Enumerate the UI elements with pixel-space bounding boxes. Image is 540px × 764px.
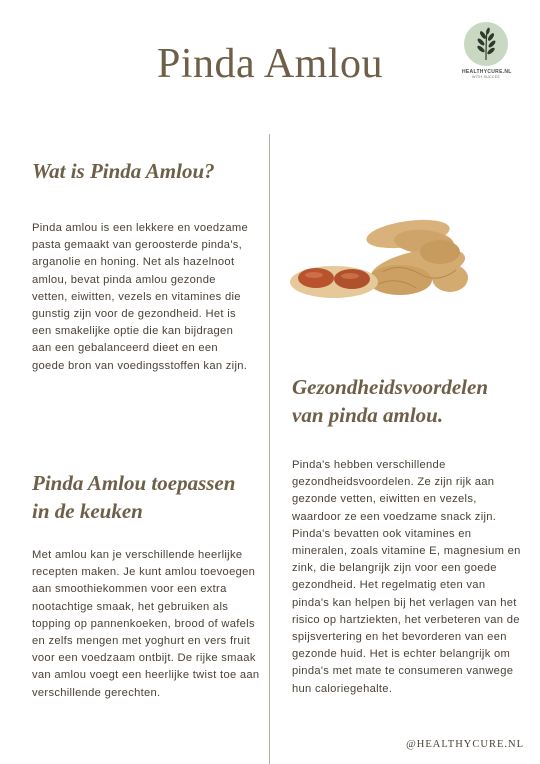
column-divider <box>269 134 270 764</box>
section-heading-benefits: Gezondheidsvoordelen van pinda amlou. <box>292 375 488 427</box>
social-handle: @HEALTHYCURE.NL <box>406 739 524 750</box>
page-title: Pinda Amlou <box>156 41 384 87</box>
section-text-what-is: Pinda amlou is een lekkere en voedzame pasta gemaakt van geroosterde pinda's, arganolie en honing. Net als hazelnoot amlou, bevat pinda amlou gezonde vetten, eiwitten, vezels en vitamines die gunstig zijn voor de gezondheid. Het is een smakelijke optie die kan bijdragen aan een gebalanceerd dieet en een goede bron van voedingsstoffen kan zijn. <box>32 222 249 372</box>
brand-logo <box>462 22 510 79</box>
peanut-image <box>290 212 474 304</box>
leaf-icon <box>464 22 508 66</box>
section-heading-what-is: Wat is Pinda Amlou? <box>32 159 215 183</box>
logo-tagline: WITH SUCCES <box>472 75 500 79</box>
section-heading-kitchen: Pinda Amlou toepassen in de keuken <box>32 471 236 523</box>
logo-name: HEALTHYCURE.NL <box>462 69 512 75</box>
section-text-benefits: Pinda's hebben verschillende gezondheidsvoordelen. Ze zijn rijk aan gezonde vetten, eiwitten en vezels, waardoor ze een voedzame snack zijn. Pinda's bevatten ook vitamines en mineralen, zoals vitamine E, magnesium en zink, die belangrijk zijn voor een goede gezondheid. Het regelmatig eten van pinda's kan helpen bij het verlagen van het risico op hartziekten, het verbeteren van de spijsvertering en het bevorderen van een gezonde huid. Het is echter belangrijk om pinda's met mate te consumeren vanwege hun caloriegehalte. <box>292 459 521 695</box>
section-text-kitchen: Met amlou kan je verschillende heerlijke recepten maken. Je kunt amlou toevoegen aan smoothiekommen voor een extra nootachtige smaak, het gebruiken als topping op pannenkoeken, brood of wafels en zelfs mengen met yoghurt en vers fruit voor een voedzaam ontbijt. De rijke smaak van amlou voegt een heerlijke twist toe aan verschillende gerechten. <box>32 549 260 699</box>
open-peanut <box>290 266 378 298</box>
